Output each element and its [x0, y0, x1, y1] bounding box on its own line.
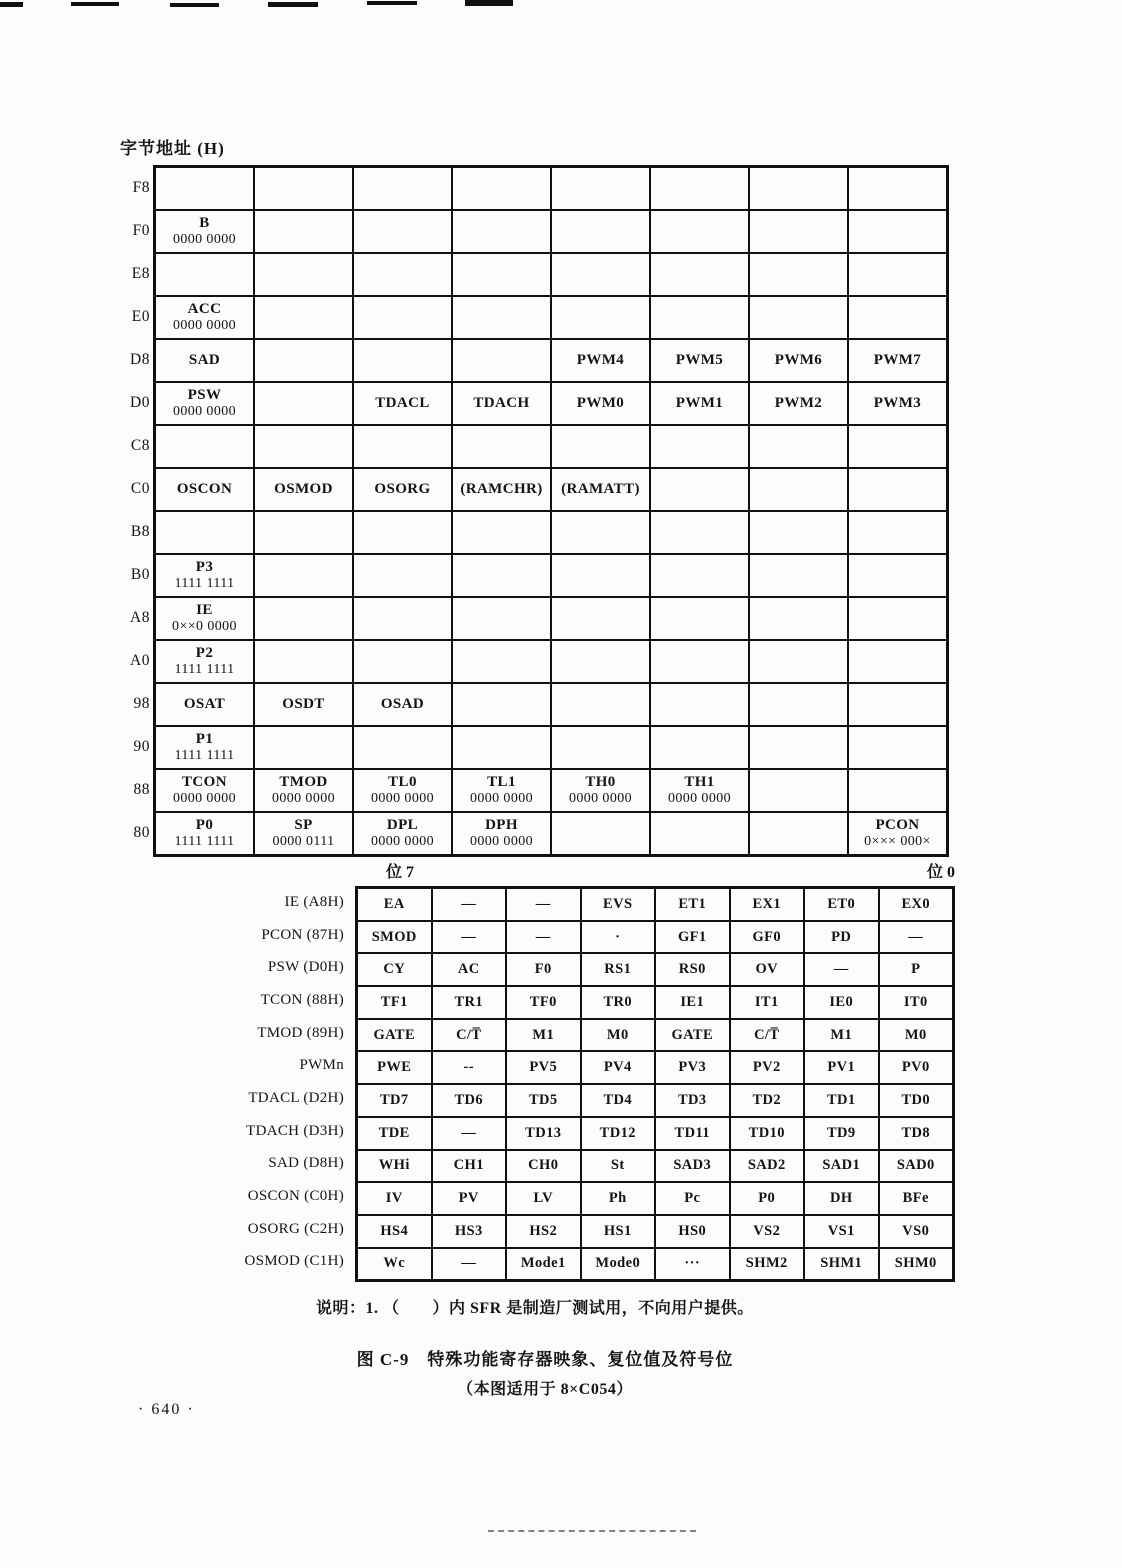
- bit-cell: DH: [804, 1182, 879, 1215]
- sfr-cell: [650, 640, 749, 683]
- sfr-cell: OSCON: [155, 468, 254, 511]
- bit0-label: 位 0: [926, 864, 955, 881]
- bit-cell: TF0: [506, 986, 581, 1019]
- bit-table-label-column: [214, 886, 344, 1278]
- sfr-cell: [452, 726, 551, 769]
- sfr-cell: [650, 726, 749, 769]
- sfr-cell: [551, 726, 650, 769]
- sfr-cell: [353, 425, 452, 468]
- sfr-cell: [848, 554, 947, 597]
- bit-cell: PV1: [804, 1051, 879, 1084]
- bit-cell: ···: [655, 1248, 730, 1281]
- sfr-row-address: B0: [130, 565, 150, 583]
- bit-cell: SHM2: [730, 1248, 805, 1281]
- sfr-cell: PCON 0××× 000×: [848, 812, 947, 855]
- bit-cell: WHi: [357, 1150, 432, 1183]
- sfr-cell: [353, 597, 452, 640]
- sfr-cell: PWM7: [848, 339, 947, 382]
- bit-cell: PV3: [655, 1051, 730, 1084]
- sfr-cell: [452, 683, 551, 726]
- sfr-cell: [452, 554, 551, 597]
- bit-cell: TD8: [879, 1117, 954, 1150]
- sfr-cell: PWM6: [749, 339, 848, 382]
- bit-cell: TD12: [581, 1117, 656, 1150]
- sfr-cell: [452, 167, 551, 210]
- sfr-cell: [650, 812, 749, 855]
- bit-cell: TD7: [357, 1084, 432, 1117]
- bit-cell: —: [506, 921, 581, 954]
- sfr-row-address: E8: [131, 264, 150, 282]
- sfr-cell: IE 0××0 0000: [155, 597, 254, 640]
- note-text: 说明：1. （ ）内 SFR 是制造厂测试用，不向用户提供。: [316, 1300, 754, 1317]
- bit-table-row-label: PCON (87H): [261, 926, 344, 943]
- scan-artifact-dash: [465, 0, 513, 6]
- bit-cell: HS3: [432, 1215, 507, 1248]
- sfr-cell: [452, 210, 551, 253]
- bit-cell: ET0: [804, 888, 879, 921]
- sfr-cell: [749, 468, 848, 511]
- sfr-cell: P0 1111 1111: [155, 812, 254, 855]
- sfr-cell: [353, 296, 452, 339]
- bit-cell: Wc: [357, 1248, 432, 1281]
- bit-cell: EX1: [730, 888, 805, 921]
- sfr-cell: [749, 769, 848, 812]
- sfr-cell: TDACH: [452, 382, 551, 425]
- bit-cell: HS0: [655, 1215, 730, 1248]
- sfr-cell: PWM2: [749, 382, 848, 425]
- sfr-cell: [254, 167, 353, 210]
- sfr-cell: [749, 812, 848, 855]
- bit-cell: VS0: [879, 1215, 954, 1248]
- bit-cell: M0: [581, 1019, 656, 1052]
- sfr-cell: [254, 597, 353, 640]
- sfr-cell: [749, 210, 848, 253]
- bit-cell: C/T̅: [432, 1019, 507, 1052]
- bit-cell: —: [432, 888, 507, 921]
- sfr-row-address: C8: [130, 436, 150, 454]
- bit-cell: TD10: [730, 1117, 805, 1150]
- bit-cell: LV: [506, 1182, 581, 1215]
- sfr-cell: [353, 167, 452, 210]
- bit-table-row-label: OSORG (C2H): [247, 1220, 344, 1237]
- sfr-cell: [551, 812, 650, 855]
- page-number: · 640 ·: [138, 1401, 195, 1418]
- bit-table-row-label: OSCON (C0H): [247, 1188, 344, 1205]
- sfr-row-address: B8: [130, 522, 150, 540]
- bit-cell: TR0: [581, 986, 656, 1019]
- bit-cell: GF1: [655, 921, 730, 954]
- bit-cell: EVS: [581, 888, 656, 921]
- sfr-cell: [749, 296, 848, 339]
- sfr-cell: TMOD 0000 0000: [254, 769, 353, 812]
- bit-cell: TD4: [581, 1084, 656, 1117]
- bit-cell: CH1: [432, 1150, 507, 1183]
- bit-table-row-label: TCON (88H): [260, 991, 344, 1008]
- figure-caption: 图 C-9 特殊功能寄存器映象、复位值及符号位: [356, 1350, 734, 1369]
- sfr-cell: [155, 511, 254, 554]
- bit-cell: GATE: [357, 1019, 432, 1052]
- bit-cell: TD13: [506, 1117, 581, 1150]
- bit-cell: TDE: [357, 1117, 432, 1150]
- sfr-cell: [353, 339, 452, 382]
- sfr-cell: [848, 683, 947, 726]
- sfr-cell: [749, 597, 848, 640]
- bit-cell: Mode0: [581, 1248, 656, 1281]
- bit-cell: —: [432, 1117, 507, 1150]
- sfr-cell: OSORG: [353, 468, 452, 511]
- bit-cell: PD: [804, 921, 879, 954]
- sfr-cell: [848, 511, 947, 554]
- sfr-row-address: 90: [133, 737, 150, 755]
- bit-cell: ET1: [655, 888, 730, 921]
- bit-cell: SAD0: [879, 1150, 954, 1183]
- sfr-cell: [353, 210, 452, 253]
- sfr-map-address-column: [108, 166, 150, 854]
- bit-cell: IT1: [730, 986, 805, 1019]
- sfr-row-address: 88: [133, 780, 150, 798]
- bit-table-row-label: SAD (D8H): [268, 1155, 344, 1172]
- sfr-cell: [551, 167, 650, 210]
- sfr-cell: OSAT: [155, 683, 254, 726]
- bit-cell: RS1: [581, 953, 656, 986]
- sfr-cell: [551, 554, 650, 597]
- bit-cell: —: [432, 921, 507, 954]
- sfr-cell: [254, 511, 353, 554]
- sfr-cell: [650, 597, 749, 640]
- bit-cell: TD11: [655, 1117, 730, 1150]
- sfr-cell: [749, 640, 848, 683]
- bit-cell: IE1: [655, 986, 730, 1019]
- scan-artifact-dash: [0, 2, 23, 7]
- sfr-cell: [848, 210, 947, 253]
- bit-cell: SHM0: [879, 1248, 954, 1281]
- sfr-cell: PWM3: [848, 382, 947, 425]
- sfr-row-address: D0: [130, 393, 150, 411]
- sfr-cell: [254, 210, 353, 253]
- sfr-cell: OSDT: [254, 683, 353, 726]
- sfr-cell: [848, 640, 947, 683]
- sfr-cell: [749, 511, 848, 554]
- sfr-row-address: F8: [132, 178, 150, 196]
- bit-cell: M1: [506, 1019, 581, 1052]
- sfr-cell: [452, 253, 551, 296]
- sfr-cell: [452, 640, 551, 683]
- sfr-cell: [848, 769, 947, 812]
- sfr-cell: (RAMATT): [551, 468, 650, 511]
- sfr-cell: [650, 425, 749, 468]
- sfr-cell: [551, 210, 650, 253]
- bit-cell: M0: [879, 1019, 954, 1052]
- bit-cell: TF1: [357, 986, 432, 1019]
- bit-cell: IE0: [804, 986, 879, 1019]
- sfr-cell: [650, 511, 749, 554]
- sfr-cell: [650, 296, 749, 339]
- sfr-cell: [650, 167, 749, 210]
- bit-cell: PV4: [581, 1051, 656, 1084]
- sfr-cell: TCON 0000 0000: [155, 769, 254, 812]
- bit-cell: IV: [357, 1182, 432, 1215]
- bit-cell: HS4: [357, 1215, 432, 1248]
- sfr-cell: [650, 210, 749, 253]
- sfr-cell: [254, 382, 353, 425]
- sfr-cell: [848, 167, 947, 210]
- sfr-cell: [353, 554, 452, 597]
- bit-table-row-label: TMOD (89H): [257, 1024, 344, 1041]
- sfr-cell: [848, 296, 947, 339]
- bit-table-row-label: TDACL (D2H): [248, 1089, 344, 1106]
- bit-cell: EX0: [879, 888, 954, 921]
- bit-cell: —: [432, 1248, 507, 1281]
- sfr-cell: [452, 296, 551, 339]
- bit-table-row-label: OSMOD (C1H): [244, 1253, 344, 1270]
- sfr-row-address: F0: [132, 221, 150, 239]
- bit-cell: OV: [730, 953, 805, 986]
- bit-cell: SAD2: [730, 1150, 805, 1183]
- scan-artifact-dashed-line: [488, 1530, 696, 1532]
- bit-cell: AC: [432, 953, 507, 986]
- bit-cell: P: [879, 953, 954, 986]
- bit7-label: 位 7: [386, 864, 415, 881]
- bit-table-row-label: IE (A8H): [284, 893, 344, 910]
- sfr-cell: [650, 554, 749, 597]
- bit-cell: SAD1: [804, 1150, 879, 1183]
- sfr-cell: [650, 683, 749, 726]
- sfr-cell: (RAMCHR): [452, 468, 551, 511]
- bit-cell: GF0: [730, 921, 805, 954]
- sfr-cell: PWM1: [650, 382, 749, 425]
- bit-cell: Pc: [655, 1182, 730, 1215]
- sfr-cell: [155, 253, 254, 296]
- sfr-row-address: A8: [130, 608, 150, 626]
- sfr-cell: [353, 253, 452, 296]
- sfr-cell: [749, 683, 848, 726]
- sfr-cell: [749, 726, 848, 769]
- bit-cell: TD6: [432, 1084, 507, 1117]
- sfr-cell: [254, 296, 353, 339]
- sfr-cell: [254, 726, 353, 769]
- scan-artifact-dash: [268, 2, 318, 7]
- sfr-cell: [353, 640, 452, 683]
- bit-cell: St: [581, 1150, 656, 1183]
- sfr-cell: [848, 726, 947, 769]
- sfr-cell: [452, 425, 551, 468]
- sfr-map-grid: [153, 165, 949, 857]
- sfr-row-address: 80: [133, 823, 150, 841]
- sfr-cell: TH1 0000 0000: [650, 769, 749, 812]
- sfr-cell: PWM5: [650, 339, 749, 382]
- bit-cell: TD0: [879, 1084, 954, 1117]
- bit-cell: CH0: [506, 1150, 581, 1183]
- sfr-cell: [650, 253, 749, 296]
- sfr-row-address: D8: [130, 350, 150, 368]
- bit-cell: TD1: [804, 1084, 879, 1117]
- sfr-cell: [452, 597, 551, 640]
- sfr-cell: [749, 554, 848, 597]
- sfr-cell: [749, 425, 848, 468]
- bit-cell: Mode1: [506, 1248, 581, 1281]
- sfr-cell: [254, 425, 353, 468]
- sfr-cell: ACC 0000 0000: [155, 296, 254, 339]
- bit-cell: —: [804, 953, 879, 986]
- sfr-cell: PSW 0000 0000: [155, 382, 254, 425]
- bit-cell: HS1: [581, 1215, 656, 1248]
- bit-cell: M1: [804, 1019, 879, 1052]
- bit-cell: TD9: [804, 1117, 879, 1150]
- sfr-cell: TDACL: [353, 382, 452, 425]
- bit-cell: GATE: [655, 1019, 730, 1052]
- sfr-row-address: C0: [130, 479, 150, 497]
- sfr-cell: [353, 726, 452, 769]
- bit-cell: TR1: [432, 986, 507, 1019]
- sfr-cell: SAD: [155, 339, 254, 382]
- bit-cell: TD3: [655, 1084, 730, 1117]
- bit-cell: —: [879, 921, 954, 954]
- sfr-cell: PWM0: [551, 382, 650, 425]
- bit-cell: P0: [730, 1182, 805, 1215]
- sfr-cell: [848, 468, 947, 511]
- bit-cell: TD5: [506, 1084, 581, 1117]
- sfr-cell: [452, 339, 551, 382]
- sfr-cell: [452, 511, 551, 554]
- bit-cell: SMOD: [357, 921, 432, 954]
- bit-cell: RS0: [655, 953, 730, 986]
- sfr-row-address: E0: [131, 307, 150, 325]
- sfr-cell: P1 1111 1111: [155, 726, 254, 769]
- sfr-cell: [551, 425, 650, 468]
- bit-cell: C/T̅: [730, 1019, 805, 1052]
- sfr-cell: [551, 640, 650, 683]
- bit-cell: CY: [357, 953, 432, 986]
- bit-cell: SAD3: [655, 1150, 730, 1183]
- sfr-cell: DPL 0000 0000: [353, 812, 452, 855]
- sfr-cell: TH0 0000 0000: [551, 769, 650, 812]
- sfr-cell: OSMOD: [254, 468, 353, 511]
- sfr-cell: [551, 511, 650, 554]
- sfr-cell: [353, 511, 452, 554]
- sfr-cell: [254, 640, 353, 683]
- sfr-cell: [848, 597, 947, 640]
- bit-cell: --: [432, 1051, 507, 1084]
- sfr-cell: [848, 253, 947, 296]
- sfr-cell: P2 1111 1111: [155, 640, 254, 683]
- bit-table-row-label: PSW (D0H): [267, 959, 344, 976]
- bit-cell: PV5: [506, 1051, 581, 1084]
- sfr-cell: [551, 597, 650, 640]
- bit-cell: —: [506, 888, 581, 921]
- bit-cell: EA: [357, 888, 432, 921]
- sfr-row-address: 98: [133, 694, 150, 712]
- sfr-cell: [749, 167, 848, 210]
- sfr-cell: DPH 0000 0000: [452, 812, 551, 855]
- sfr-cell: [749, 253, 848, 296]
- sfr-cell: [254, 554, 353, 597]
- figure-subcaption: （本图适用于 8×C054）: [457, 1381, 633, 1398]
- sfr-cell: PWM4: [551, 339, 650, 382]
- sfr-cell: B 0000 0000: [155, 210, 254, 253]
- sfr-cell: [155, 167, 254, 210]
- sfr-row-address: A0: [130, 651, 150, 669]
- bit-cell: Ph: [581, 1182, 656, 1215]
- bit-table-row-label: PWMn: [299, 1057, 344, 1074]
- bit-cell: TD2: [730, 1084, 805, 1117]
- bit-cell: PV: [432, 1182, 507, 1215]
- sfr-cell: [155, 425, 254, 468]
- bit-cell: PV2: [730, 1051, 805, 1084]
- sfr-cell: [551, 296, 650, 339]
- bit-table-row-label: TDACH (D3H): [246, 1122, 344, 1139]
- sfr-cell: [650, 468, 749, 511]
- byte-address-header: 字节地址 (H): [120, 139, 225, 158]
- sfr-cell: [551, 683, 650, 726]
- sfr-cell: [254, 253, 353, 296]
- bit-cell: VS2: [730, 1215, 805, 1248]
- sfr-cell: SP 0000 0111: [254, 812, 353, 855]
- scan-artifact-dash: [71, 2, 119, 6]
- sfr-cell: [551, 253, 650, 296]
- bit-cell: IT0: [879, 986, 954, 1019]
- sfr-cell: P3 1111 1111: [155, 554, 254, 597]
- bit-cell: F0: [506, 953, 581, 986]
- bit-cell: VS1: [804, 1215, 879, 1248]
- bit-cell: PV0: [879, 1051, 954, 1084]
- sfr-cell: TL0 0000 0000: [353, 769, 452, 812]
- scan-artifact-dash: [170, 3, 219, 7]
- bit-cell: ·: [581, 921, 656, 954]
- bit-cell: SHM1: [804, 1248, 879, 1281]
- sfr-cell: [254, 339, 353, 382]
- bit-cell: PWE: [357, 1051, 432, 1084]
- scan-artifact-dash: [367, 1, 417, 5]
- bit-table-grid: [355, 886, 955, 1282]
- bit-cell: HS2: [506, 1215, 581, 1248]
- bit-cell: BFe: [879, 1182, 954, 1215]
- sfr-cell: OSAD: [353, 683, 452, 726]
- sfr-cell: [848, 425, 947, 468]
- sfr-cell: TL1 0000 0000: [452, 769, 551, 812]
